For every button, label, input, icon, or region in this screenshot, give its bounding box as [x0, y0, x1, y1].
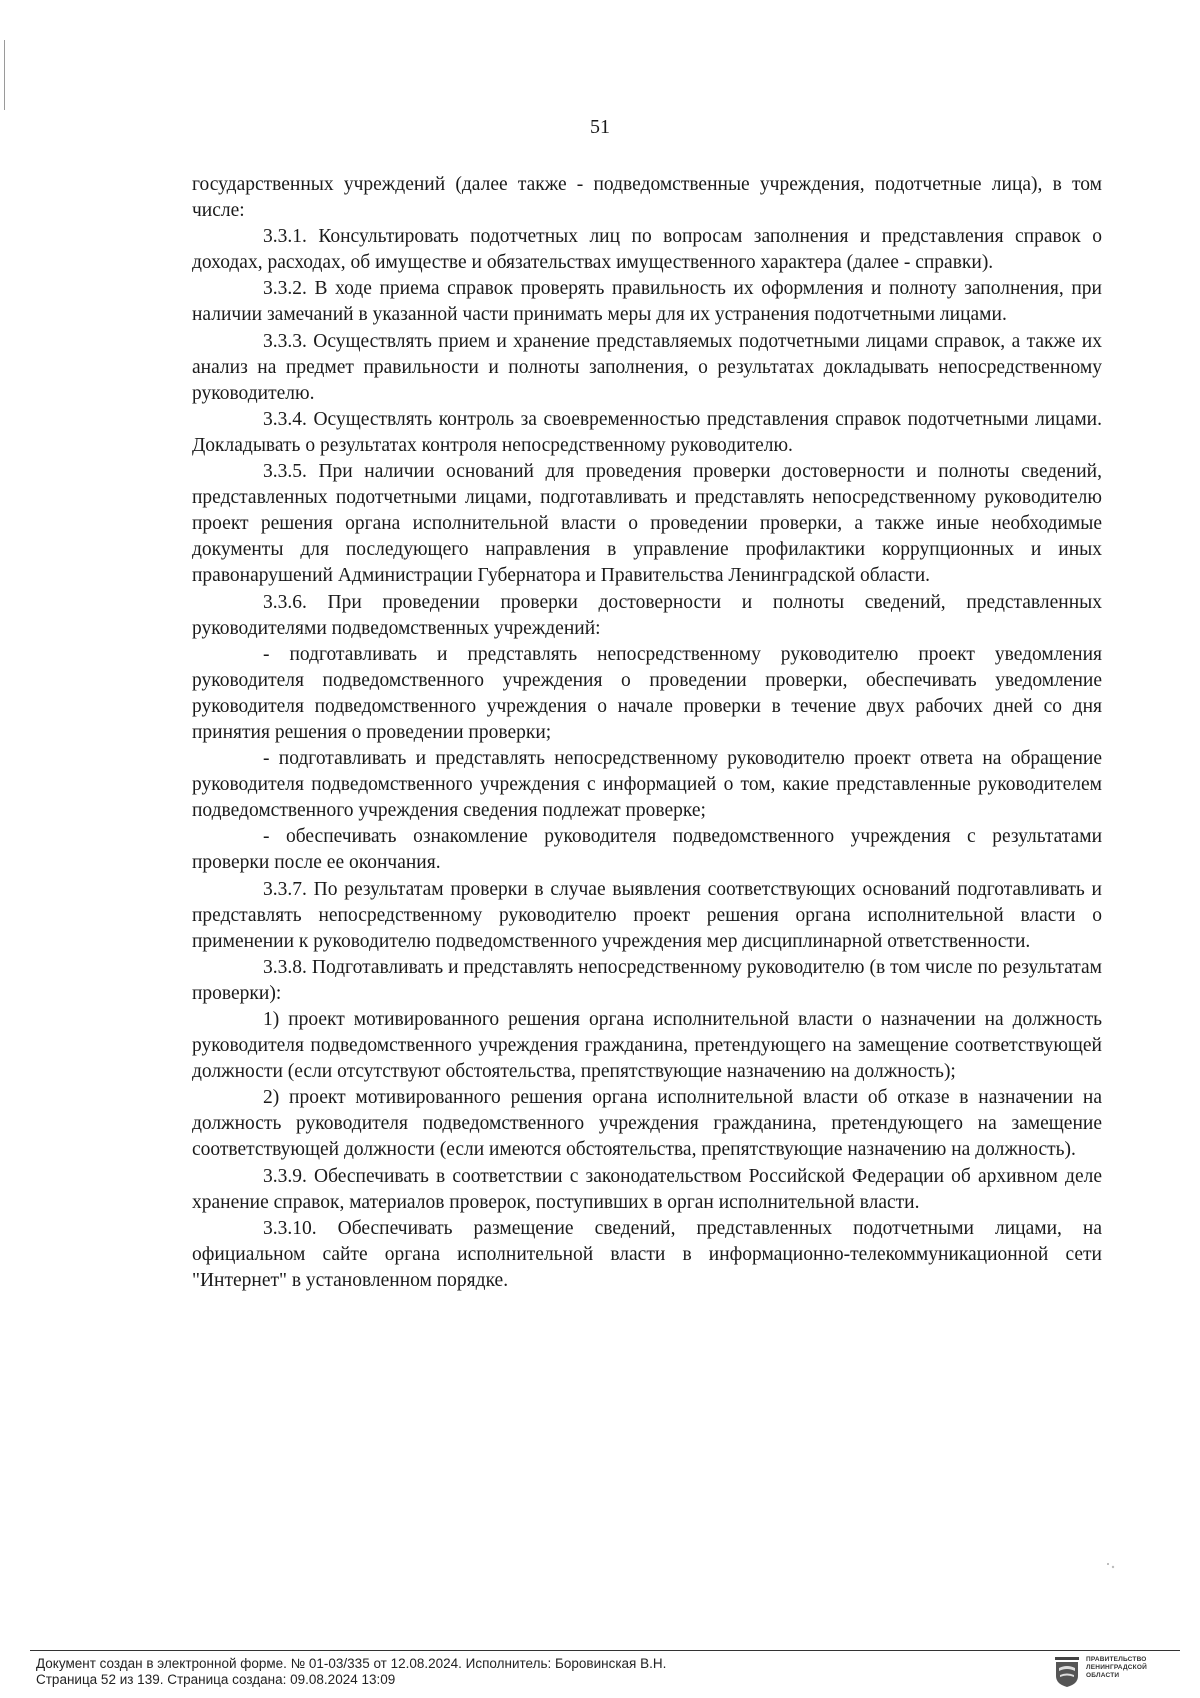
scan-edge-mark: [4, 40, 5, 110]
footer-line-document: Документ создан в электронной форме. № 01-03/335 от 12.08.2024. Исполнитель: Боровинская В.Н.: [36, 1656, 667, 1671]
paragraph: 3.3.6. При проведении проверки достоверности и полноты сведений, представленных руководителями подведомственных учреждений:: [192, 591, 1102, 639]
page-number: 51: [590, 116, 610, 138]
paragraph: 3.3.3. Осуществлять прием и хранение представляемых подотчетными лицами справок, а также их анализ на предмет правильности и полноты заполнения, о результатах докладывать непосредственному руководителю.: [192, 330, 1102, 404]
paragraph: 3.3.10. Обеспечивать размещение сведений, представленных подотчетными лицами, на официальном сайте органа исполнительной власти в информационно-телекоммуникационной сети "Интернет" в установленном порядке.: [192, 1217, 1102, 1291]
paragraph: 3.3.5. При наличии оснований для проведения проверки достоверности и полноты сведений, представленных подотчетными лицами, подготавливать и представлять непосредственному руководителю проект решения органа исполнительной власти о проведении проверки, а также иные необходимые документы для последующего направления в управление профилактики коррупционных и иных правонарушений Администрации Губернатора и Правительства Ленинградской области.: [192, 461, 1102, 587]
paragraph: 3.3.8. Подготавливать и представлять непосредственному руководителю (в том числе по результатам проверки):: [192, 956, 1102, 1004]
coat-of-arms-icon: [1054, 1656, 1080, 1688]
logo-line-2: ЛЕНИНГРАДСКОЙ: [1086, 1664, 1147, 1671]
footer-line-page: Страница 52 из 139. Страница создана: 09.08.2024 13:09: [36, 1671, 396, 1687]
logo-line-3: ОБЛАСТИ: [1086, 1672, 1120, 1679]
paragraph: государственных учреждений (далее также - подведомственные учреждения, подотчетные лица), в том числе:: [192, 174, 1102, 222]
government-logo-text: [1086, 1656, 1176, 1680]
document-body: [192, 172, 1102, 1294]
paragraph: - подготавливать и представлять непосредственному руководителю проект ответа на обращение руководителя подведомственного учреждения с информацией о том, какие представленные руководителем подведомственного учреждения сведения подлежат проверке;: [192, 748, 1102, 822]
footer-info: [36, 1656, 986, 1687]
logo-line-1: ПРАВИТЕЛЬСТВО: [1086, 1656, 1147, 1663]
paragraph: 2) проект мотивированного решения органа исполнительной власти об отказе в назначении на должность руководителя подведомственного учреждения гражданина, претендующего на замещение соответствующей должности (если имеются обстоятельства, препятствующие назначению на должность).: [192, 1087, 1102, 1161]
paragraph: 3.3.4. Осуществлять контроль за своевременностью представления справок подотчетными лицами. Докладывать о результатах контроля непосредственному руководителю.: [192, 408, 1102, 456]
paragraph: 3.3.9. Обеспечивать в соответствии с законодательством Российской Федерации об архивном деле хранение справок, материалов проверок, поступивших в орган исполнительной власти.: [192, 1165, 1102, 1213]
paragraph: - обеспечивать ознакомление руководителя подведомственного учреждения с результатами проверки после ее окончания.: [192, 826, 1102, 874]
paragraph: 3.3.7. По результатам проверки в случае выявления соответствующих оснований подготавливать и представлять непосредственному руководителю проект решения органа исполнительной власти о применении к руководителю подведомственного учреждения мер дисциплинарной ответственности.: [192, 878, 1102, 952]
paragraph: 3.3.2. В ходе приема справок проверять правильность их оформления и полноту заполнения, при наличии замечаний в указанной части принимать меры для их устранения подотчетными лицами.: [192, 278, 1102, 326]
paragraph: - подготавливать и представлять непосредственному руководителю проект уведомления руководителя подведомственного учреждения о проведении проверки, обеспечивать уведомление руководителя подведомственного учреждения о начале проверки в течение двух рабочих дней со дня принятия решения о проведении проверки;: [192, 643, 1102, 743]
footer-divider: [30, 1650, 1180, 1651]
paragraph: 3.3.1. Консультировать подотчетных лиц по вопросам заполнения и представления справок о доходах, расходах, об имуществе и обязательствах имущественного характера (далее - справки).: [192, 226, 1102, 274]
scan-artifact: [1106, 1562, 1116, 1570]
paragraph: 1) проект мотивированного решения органа исполнительной власти о назначении на должность руководителя подведомственного учреждения гражданина, претендующего на замещение соответствующей должности (если отсутствуют обстоятельства, препятствующие назначению на должность);: [192, 1009, 1102, 1083]
